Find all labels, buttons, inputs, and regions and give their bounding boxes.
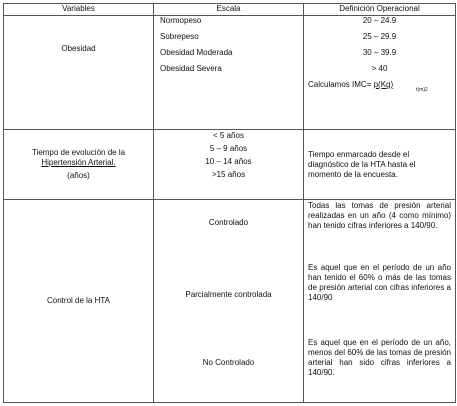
definicion-obesidad (304, 16, 456, 130)
variable-control: Control de la HTA (4, 200, 154, 403)
variable-tiempo-line1: Tiempo de evolución de la (31, 148, 126, 157)
table-row-obesidad (4, 16, 456, 130)
definicion-range: 25 – 29.9 (362, 32, 397, 41)
definicion-controlado: Todas las tomas de presión arterial realizadas en un año (4 como mínimo) han tenido cifras inferiores a 140/90. (308, 201, 451, 230)
imc-denominator: t(m)2 (416, 87, 428, 93)
header-escala: Escala (154, 4, 304, 16)
variables-table (3, 3, 456, 403)
table-header-row (4, 4, 456, 16)
escala-item: Normopeso (160, 16, 202, 25)
imc-prefix: Calculamos IMC= (308, 80, 372, 89)
escala-item: Sobrepeso (160, 32, 199, 41)
escala-item: Controlado (208, 218, 249, 227)
definicion-tiempo: Tiempo enmarcado desde el diagnóstico de la HTA hasta el momento de la encuesta. (304, 130, 456, 200)
escala-control (154, 200, 304, 403)
definicion-parcial: Es aquel que en el período de un año han tenido el 60% o más de las tomas de presión arterial con cifras inferiores a 140/90 (308, 263, 451, 302)
header-variables: Variables (4, 4, 154, 16)
escala-item: Obesidad Moderada (160, 48, 233, 57)
imc-numerator: p(Kg) (373, 80, 394, 89)
definicion-no-controlado: Es aquel que en el período de un año, menos del 60% de las tomas de presión arterial han sido cifras inferiores a 140/90. (308, 338, 451, 377)
escala-item: No Controlado (202, 358, 255, 367)
variable-tiempo-line3: (años) (67, 171, 90, 180)
escala-item: 10 – 14 años (205, 157, 252, 166)
escala-obesidad (154, 16, 304, 130)
escala-tiempo (154, 130, 304, 200)
table-row-tiempo (4, 130, 456, 200)
header-definicion: Definición Operacional (304, 4, 456, 16)
definicion-range: 20 – 24.9 (362, 16, 397, 25)
escala-item: Obesidad Severa (160, 64, 222, 73)
definicion-range: > 40 (371, 64, 388, 73)
escala-item: >15 años (211, 170, 246, 179)
escala-item: Parcialmente controlada (185, 290, 272, 299)
definicion-range: 30 – 39.9 (362, 48, 397, 57)
definicion-control (304, 200, 456, 403)
variable-tiempo-line2: Hipertensión Arterial. (41, 158, 116, 167)
variable-tiempo (4, 130, 154, 200)
escala-item: 5 – 9 años (209, 144, 248, 153)
table-row-control (4, 200, 456, 403)
variable-obesidad: Obesidad (4, 16, 154, 130)
escala-item: < 5 años (213, 131, 244, 140)
